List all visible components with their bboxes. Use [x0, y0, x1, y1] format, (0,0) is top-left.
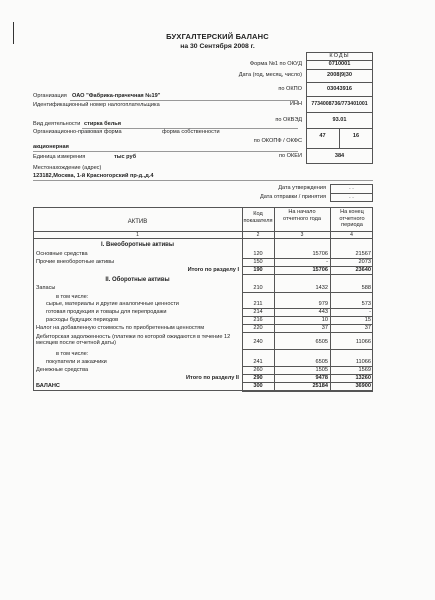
- row-end-value: 11066: [355, 358, 371, 365]
- row-code: 300: [253, 382, 263, 389]
- row-start-value: 9478: [315, 374, 328, 381]
- row-grid-line: [242, 332, 274, 333]
- row-label: готовая продукция и товары для перепродажи: [46, 308, 167, 315]
- row-label: Основные средства: [36, 250, 88, 257]
- row-label: в том числе:: [56, 350, 89, 357]
- row-start-value: 25184: [312, 382, 328, 389]
- row-grid-line: [330, 349, 373, 350]
- row-start-value: 443: [318, 308, 328, 315]
- row-grid-line: [274, 349, 330, 350]
- row-end-value: 36900: [355, 382, 371, 389]
- row-grid-line: [242, 274, 274, 275]
- row-end-value: 13260: [355, 374, 371, 381]
- activity-label: Вид деятельности: [33, 121, 81, 127]
- row-label: Денежные средства: [36, 366, 89, 373]
- document-title: БУХГАЛТЕРСКИЙ БАЛАНС: [166, 32, 269, 41]
- row-label: Запасы: [36, 284, 56, 291]
- row-start-value: -: [326, 258, 328, 265]
- row-code: 260: [253, 366, 263, 373]
- inn-code-label: ИНН: [289, 101, 302, 107]
- sent-label: Дата отправки / принятия: [259, 194, 326, 200]
- row-end-value: 588: [361, 284, 371, 291]
- org-label: Организация: [33, 93, 67, 99]
- row-end-value: 21567: [355, 250, 371, 257]
- row-code: 216: [253, 316, 263, 323]
- row-code: 211: [253, 300, 263, 307]
- col-number-3: 3: [300, 232, 304, 238]
- row-code: 290: [253, 374, 263, 381]
- legal-form-label: Организационно-правовая форма: [33, 129, 122, 135]
- row-code: 150: [253, 258, 263, 265]
- row-end-value: 2073: [358, 258, 371, 265]
- row-start-value: 6505: [315, 339, 328, 345]
- row-code: 214: [253, 308, 263, 315]
- row-grid-line: [242, 349, 274, 350]
- okud-value: 0710001: [328, 61, 351, 67]
- section-heading: I. Внеоборотные активы: [101, 241, 174, 248]
- row-code: 210: [253, 284, 263, 291]
- approved-label: Дата утверждения: [278, 185, 326, 191]
- row-end-value: 23640: [355, 266, 371, 273]
- legal-form-value: акционерная: [33, 144, 69, 150]
- row-grid-line: [274, 292, 330, 293]
- row-grid-line: [274, 332, 330, 333]
- okopf-label: по ОКОПФ / ОКФС: [253, 138, 302, 144]
- row-grid-line: [242, 292, 274, 293]
- row-start-value: 15706: [312, 266, 328, 273]
- okved-label: по ОКВЭД: [275, 117, 302, 123]
- header-end: На конец отчетного периода: [339, 209, 365, 228]
- row-code: 240: [253, 339, 263, 345]
- row-label: Налог на добавленную стоимость по приобретенным ценностям: [36, 324, 205, 331]
- row-start-value: 15706: [312, 250, 328, 257]
- unit-value: тыс руб: [114, 154, 137, 160]
- row-start-value: 6505: [315, 358, 328, 365]
- row-start-value: 1432: [315, 284, 328, 291]
- row-end-value: 15: [364, 316, 371, 323]
- header-start: На начало отчетного года: [282, 209, 321, 222]
- row-label: сырье, материалы и другие аналогичные ценности: [46, 300, 179, 307]
- total-label: Итого по разделу II: [186, 374, 239, 381]
- row-end-value: 1569: [358, 366, 371, 373]
- date-label: Дата (год, месяц, число): [238, 72, 302, 78]
- row-label: в том числе:: [56, 293, 89, 300]
- row-code: 220: [253, 324, 263, 331]
- sent-value: . .: [349, 194, 354, 200]
- approved-value: . .: [349, 185, 354, 191]
- row-start-value: 10: [321, 316, 328, 323]
- row-code: 241: [253, 358, 263, 365]
- col-number-4: 4: [350, 232, 353, 238]
- row-code: 120: [253, 250, 263, 257]
- row-grid-line: [330, 332, 373, 333]
- row-start-value: 37: [321, 324, 328, 331]
- okei-label: по ОКЕИ: [278, 153, 302, 159]
- address-label: Местонахождение (адрес): [33, 165, 102, 171]
- okei-value: 384: [334, 153, 345, 159]
- row-end-value: 573: [361, 300, 371, 307]
- row-label: покупатели и заказчики: [46, 358, 107, 365]
- unit-label: Единица измерения: [33, 154, 86, 160]
- row-code: 190: [253, 266, 263, 273]
- org-name: ОАО "Фабрика-прачечная №19": [72, 93, 161, 99]
- row-end-value: 37: [364, 324, 371, 331]
- row-grid-line: [242, 391, 274, 392]
- address-value: 123182,Москва, 1-й Красногорский пр-д.,д.4: [33, 173, 154, 179]
- row-label: Прочие внеоборотные активы: [36, 258, 115, 265]
- row-grid-line: [274, 274, 330, 275]
- document-subtitle: на 30 Сентября 2008 г.: [180, 43, 255, 50]
- total-label: Итого по разделу I: [187, 266, 239, 273]
- inn-label: Идентификационный номер налогоплательщика: [33, 102, 160, 108]
- row-end-value: 11066: [355, 339, 371, 345]
- okved-value: 93.01: [332, 117, 347, 123]
- col-number-1: 1: [136, 232, 139, 238]
- codes-header: КОДЫ: [329, 53, 350, 59]
- date-value: 2008|9|30: [327, 72, 352, 78]
- row-grid-line: [330, 391, 373, 392]
- row-grid-line: [330, 292, 373, 293]
- row-start-value: 979: [318, 300, 328, 307]
- ownership-label: форма собственности: [162, 129, 220, 135]
- row-end-value: -: [369, 308, 371, 315]
- okopf-value: 47: [319, 133, 326, 139]
- row-label: расходы будущих периодов: [46, 316, 119, 323]
- inn-value: 7734008736/773401001: [311, 101, 368, 107]
- okpo-value: 03043916: [327, 86, 352, 92]
- row-grid-line: [330, 274, 373, 275]
- okfs-value: 16: [352, 133, 360, 139]
- total-label: БАЛАНС: [36, 382, 60, 389]
- activity-value: стирка белья: [84, 121, 121, 127]
- section-heading: II. Оборотные активы: [105, 276, 170, 283]
- okud-label: Форма №1 по ОКУД: [249, 61, 302, 67]
- row-grid-line: [274, 391, 330, 392]
- okpo-label: по ОКПО: [278, 86, 302, 92]
- header-code: Код показателя: [243, 211, 273, 224]
- row-start-value: 1505: [315, 366, 328, 373]
- col-number-2: 2: [256, 232, 260, 238]
- row-label: Дебиторская задолженность (платежи по которой ожидаются в течение 12 месяцев после отчетной даты): [36, 333, 231, 346]
- header-aktiv: АКТИВ: [127, 219, 148, 225]
